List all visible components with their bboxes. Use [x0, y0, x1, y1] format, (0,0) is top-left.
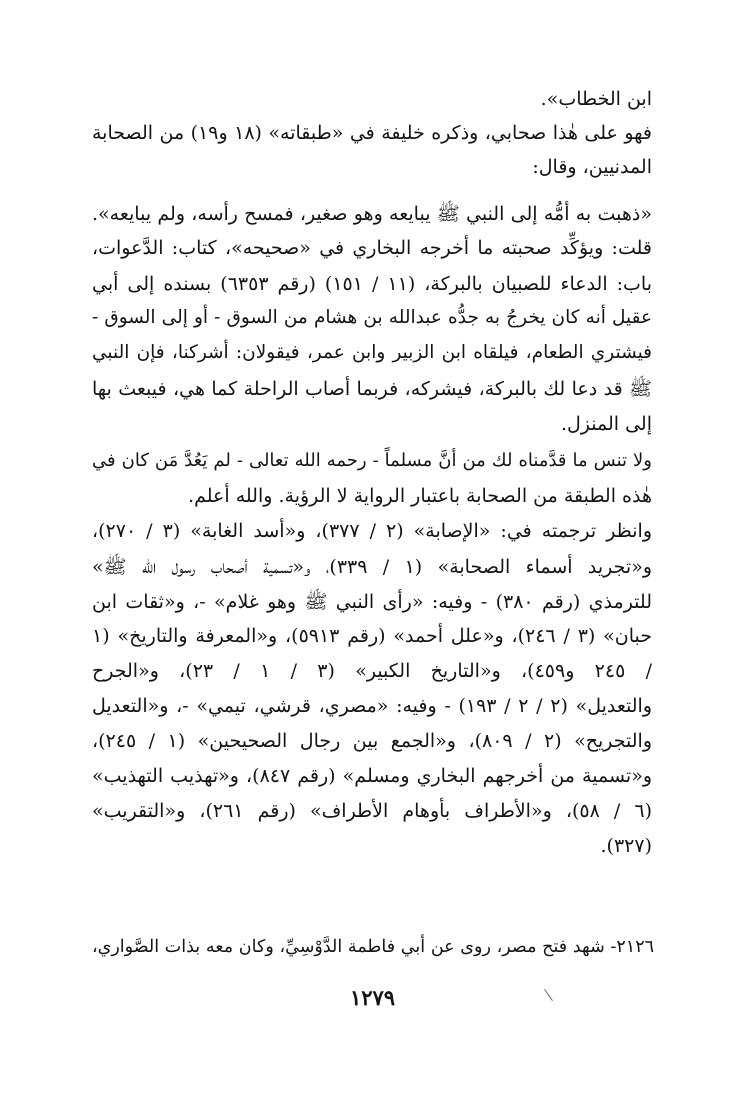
text-line: قلت: ويؤكِّد صحبته ما أخرجه البخاري في «صحيحه»، كتاب: الدَّعوات، — [92, 237, 652, 259]
text-line: عقيل أنه كان يخرجُ به جدُّه عبدالله بن هشام من السوق - أو إلى السوق - — [92, 307, 652, 328]
text-line: «ذهبت به أمُّه إلى النبي ﷺ يبايعه وهو صغير، فمسح رأسه، ولم يبايعه». — [92, 203, 652, 225]
text-line: حبان» (٣ / ٢٤٦)، و«علل أحمد» (رقم ٥٩١٣)، و«المعرفة والتاريخ» (١ — [92, 625, 652, 647]
text-line: فهو على هٰذا صحابي، وذكره خليفة في «طبقاته» (١٨ و١٩) من الصحابة — [92, 122, 652, 144]
text-line: و«تسمية من أخرجهم البخاري ومسلم» (رقم ٨٤٧)، و«تهذيب التهذيب» — [92, 765, 652, 787]
text-line: ولا تنس ما قدَّمناه لك من أنَّ مسلماً - رحمه الله تعالى - لم يَعُدَّ مَن كان في — [92, 450, 652, 471]
text-line: / ٢٤٥ و٤٥٩)، و«التاريخ الكبير» (٣ / ١ / ٢٣)، و«الجرح — [92, 660, 652, 682]
entry-2126: ٢١٢٦- شهد فتح مصر، روى عن أبي فاطمة الدَّوْسِيِّ، وكان معه بذات الصَّواري، — [92, 937, 654, 957]
text-line: للترمذي (رقم ٣٨٠) - وفيه: «رأى النبي ﷺ وهو غلام» -، و«ثقات ابن — [92, 591, 652, 613]
text-line: هٰذه الطبقة من الصحابة باعتبار الرواية لا الرؤية. والله أعلم. — [188, 485, 652, 507]
text-line: (٦ / ٥٨)، و«الأطراف بأوهام الأطراف» (رقم ٢٦١)، و«التقريب» — [92, 800, 652, 822]
text-line: (٣٢٧). — [600, 835, 652, 857]
text-line: والتعديل» (٢ / ٢ / ١٩٣) - وفيه: «مصري، قرشي، تيمي» -، و«التعديل — [92, 695, 652, 717]
text-line: المدنيين، وقال: — [532, 156, 652, 178]
page-number: ١٢٧٩ — [349, 985, 396, 1010]
text-line: باب: الدعاء للصبيان بالبركة، (١١ / ١٥١) (رقم ٦٣٥٣) بسنده إلى أبي — [92, 273, 652, 295]
text-line: إلى المنزل. — [560, 413, 652, 435]
body-text — [92, 88, 652, 938]
text-line: والتجريح» (٢ / ٨٠٩)، و«الجمع بين رجال الصحيحين» (١ / ٢٤٥)، — [92, 730, 652, 752]
text-line: ابن الخطاب». — [540, 88, 652, 110]
text-line: فيشتري الطعام، فيلقاه ابن الزبير وابن عمر، فيقولان: أشركنا، فإن النبي — [92, 342, 652, 363]
text-line: ﷺ قد دعا لك بالبركة، فيشركه، فربما أصاب الراحلة كما هي، فيبعث بها — [92, 378, 652, 400]
text-line: و«تجريد أسماء الصحابة» (١ / ٣٣٩)، و«تسمية أصحاب رسول الله ﷺ» — [92, 556, 652, 578]
text-line: وانظر ترجمته في: «الإصابة» (٢ / ٣٧٧)، و«أسد الغابة» (٣ / ٢٧٠)، — [92, 520, 652, 542]
